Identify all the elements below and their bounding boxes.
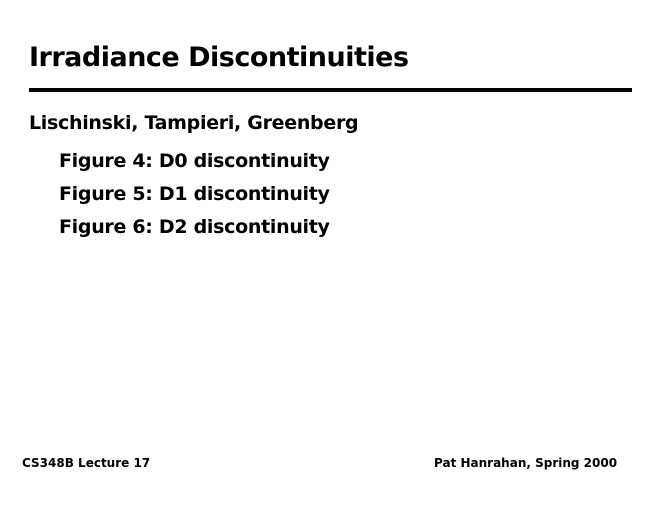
reference-authors: Lischinski, Tampieri, Greenberg bbox=[29, 112, 359, 134]
figure-item-6: Figure 6: D2 discontinuity bbox=[59, 216, 330, 238]
figure-item-4: Figure 4: D0 discontinuity bbox=[59, 150, 330, 172]
slide-title: Irradiance Discontinuities bbox=[29, 42, 409, 73]
figure-item-5: Figure 5: D1 discontinuity bbox=[59, 183, 330, 205]
footer-author: Pat Hanrahan, Spring 2000 bbox=[434, 456, 618, 470]
title-divider bbox=[29, 88, 632, 92]
figure-list bbox=[59, 145, 330, 244]
footer-course: CS348B Lecture 17 bbox=[22, 456, 151, 470]
